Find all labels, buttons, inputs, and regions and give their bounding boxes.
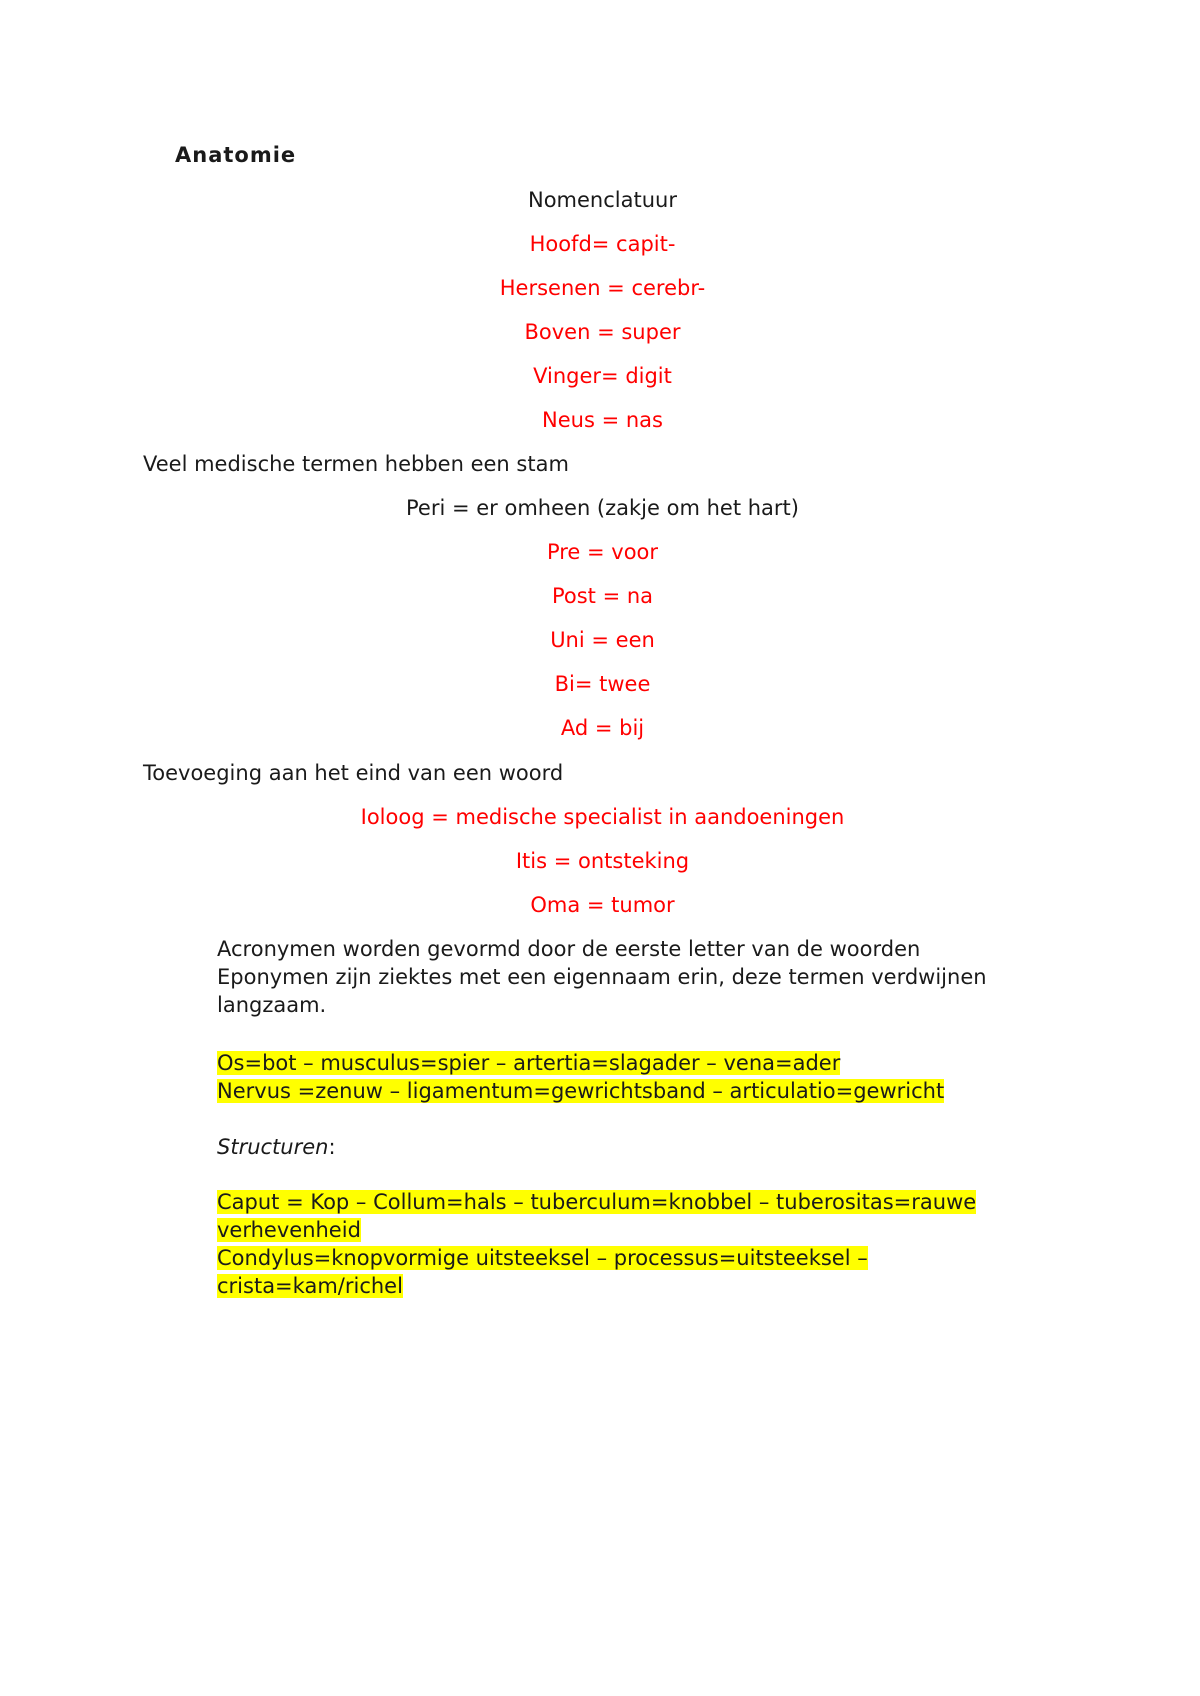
highlighted-text: Nervus =zenuw – ligamentum=gewrichtsband – articulatio=gewricht [217, 1079, 945, 1103]
structures-label-line [217, 1133, 1037, 1161]
acronyms-text: Acronymen worden gevormd door de eerste letter van de woorden [217, 937, 921, 961]
highlight-block-2 [217, 1188, 1037, 1300]
term-line: Hersenen = cerebr- [499, 276, 706, 300]
term-line: Boven = super [524, 320, 681, 344]
highlight-block-1 [217, 1049, 1037, 1105]
term-line: Neus = nas [542, 408, 663, 432]
term-line: Post = na [551, 584, 654, 608]
highlighted-text: Caput = Kop – Collum=hals – tuberculum=knobbel – tuberositas=rauwe verhevenheid [217, 1190, 977, 1242]
highlighted-text: Condylus=knopvormige uitsteeksel – processus=uitsteeksel – crista=kam/richel [217, 1246, 868, 1298]
structures-colon: : [328, 1135, 336, 1159]
section-intro-stam: Veel medische termen hebben een stam [143, 452, 569, 476]
term-line: Bi= twee [554, 672, 651, 696]
term-line: Pre = voor [546, 540, 659, 564]
example-line-peri: Peri = er omheen (zakje om het hart) [406, 496, 799, 520]
term-line: Ad = bij [560, 716, 645, 740]
term-line: Hoofd= capit- [529, 232, 676, 256]
section-intro-toevoeging: Toevoeging aan het eind van een woord [143, 761, 564, 785]
term-line: Ioloog = medische specialist in aandoeningen [360, 805, 845, 829]
term-line: Itis = ontsteking [515, 849, 690, 873]
section-heading-nomenclatuur: Nomenclatuur [528, 188, 677, 212]
highlighted-text: Os=bot – musculus=spier – artertia=slagader – vena=ader [217, 1051, 841, 1075]
term-line: Vinger= digit [533, 364, 672, 388]
structures-label: Structuren [217, 1135, 329, 1159]
notes-paragraph [217, 935, 1037, 1019]
term-line: Uni = een [550, 628, 655, 652]
term-line: Oma = tumor [530, 893, 675, 917]
eponyms-text: Eponymen zijn ziektes met een eigennaam erin, deze termen verdwijnen langzaam. [217, 965, 987, 1017]
document-title: Anatomie [175, 143, 297, 167]
